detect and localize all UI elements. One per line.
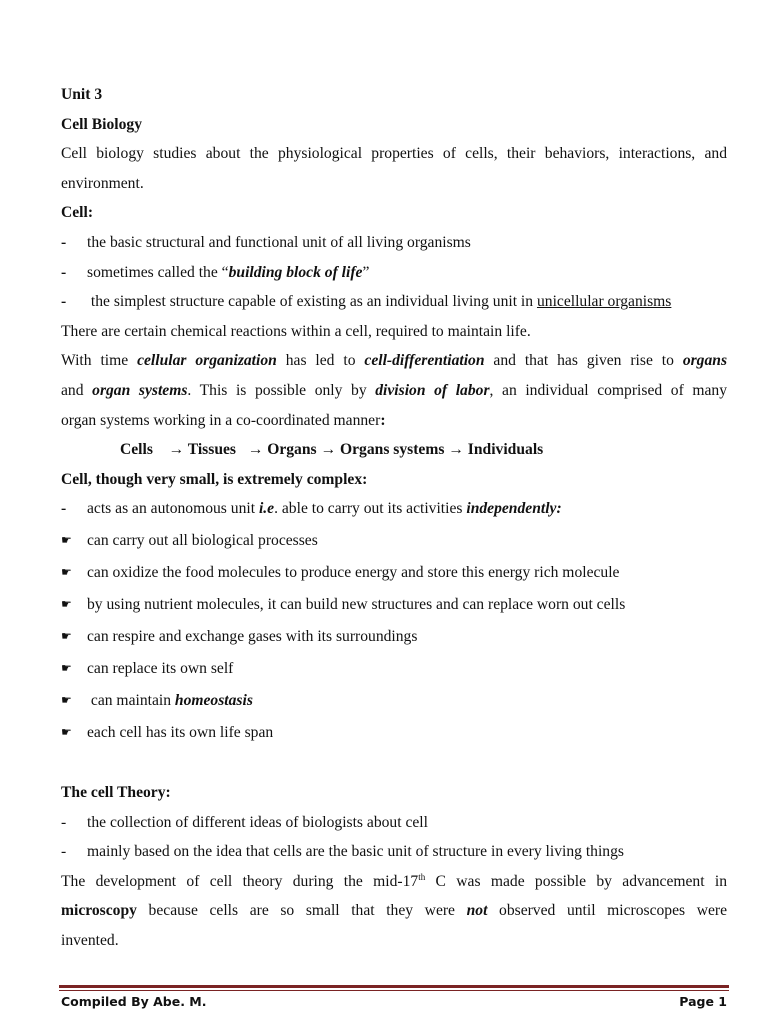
cell-heading: Cell: <box>61 204 94 222</box>
unicellular-organisms-link: unicellular organisms <box>536 293 672 311</box>
cell-point-2: - sometimes called the “building block of life” <box>61 258 727 288</box>
ability-item: ☛ can respire and exchange gases with its surroundings <box>61 620 727 652</box>
pointing-hand-icon: ☛ <box>61 596 72 611</box>
autonomous-point: - acts as an autonomous unit i.e. able to carry out its activities independently: <box>61 494 727 524</box>
development-line-1: The development of cell theory during the mid-17th C was made possible by advancement in <box>61 871 727 890</box>
cell-point-3: - the simplest structure capable of existing as an individual living unit in unicellular organisms <box>61 287 727 317</box>
page-footer <box>61 994 727 1009</box>
compiled-by: Compiled By Abe. M. <box>61 994 207 1009</box>
ability-item: ☛ can replace its own self <box>61 652 727 684</box>
unit-label: Unit 3 <box>61 86 103 103</box>
ability-item: ☛ by using nutrient molecules, it can build new structures and can replace worn out cells <box>61 588 727 620</box>
flow-cells: Cells <box>120 441 153 459</box>
intro-line-1: Cell biology studies about the physiological properties of cells, their behaviors, interactions, and <box>61 145 727 163</box>
theory-point: - the collection of different ideas of biologists about cell <box>61 808 727 838</box>
page-number: Page 1 <box>679 994 727 1009</box>
dash-bullet: - <box>61 813 67 831</box>
pointing-hand-icon: ☛ <box>61 564 72 579</box>
section-spacer <box>61 748 727 778</box>
pointing-hand-icon: ☛ <box>61 724 72 739</box>
dash-bullet: - <box>61 233 67 251</box>
organization-line-3: organ systems working in a co-coordinated manner: <box>61 411 386 429</box>
arrow-icon: → <box>247 441 264 459</box>
development-line-3: invented. <box>61 931 119 949</box>
organization-line-1: With time cellular organization has led to cell-differentiation and that has given rise to organs <box>61 352 728 370</box>
arrow-icon: → <box>320 441 337 459</box>
page-title: Cell Biology <box>61 115 142 133</box>
cell-point-1: - the basic structural and functional unit of all living organisms <box>61 228 727 258</box>
pointing-hand-icon: ☛ <box>61 532 72 547</box>
hierarchy-flow <box>61 435 727 465</box>
pointing-hand-icon: ☛ <box>61 628 72 643</box>
organization-line-2: and organ systems. This is possible only by division of labor, an individual comprised of many <box>61 381 728 399</box>
theory-point: - mainly based on the idea that cells are the basic unit of structure in every living things <box>61 837 727 867</box>
footer-rule-thin <box>59 990 729 991</box>
arrow-icon: → <box>168 441 185 459</box>
document-page <box>61 80 727 955</box>
arrow-icon: → <box>448 441 464 459</box>
dash-bullet: - <box>61 500 67 518</box>
pointing-hand-icon: ☛ <box>61 660 72 675</box>
theory-heading: The cell Theory: <box>61 783 171 801</box>
flow-tissues: Tissues <box>187 441 236 459</box>
dash-bullet: - <box>61 293 67 311</box>
ability-item: ☛ can maintain homeostasis <box>61 684 727 716</box>
footer-rule <box>59 985 729 988</box>
development-line-2: microscopy because cells are so small that they were not observed until microscopes were <box>61 902 728 920</box>
ability-item: ☛ each cell has its own life span <box>61 716 727 748</box>
flow-organ-systems: Organs systems <box>340 441 445 459</box>
flow-organs: Organs <box>267 441 317 459</box>
dash-bullet: - <box>61 843 67 861</box>
complex-heading: Cell, though very small, is extremely complex: <box>61 470 368 488</box>
pointing-hand-icon: ☛ <box>61 692 72 707</box>
ability-item: ☛ can carry out all biological processes <box>61 524 727 556</box>
intro-line-2: environment. <box>61 174 144 192</box>
chemical-reactions-text: There are certain chemical reactions within a cell, required to maintain life. <box>61 322 531 340</box>
dash-bullet: - <box>61 263 67 281</box>
ability-item: ☛ can oxidize the food molecules to produce energy and store this energy rich molecule <box>61 556 727 588</box>
flow-individuals: Individuals <box>467 441 544 459</box>
